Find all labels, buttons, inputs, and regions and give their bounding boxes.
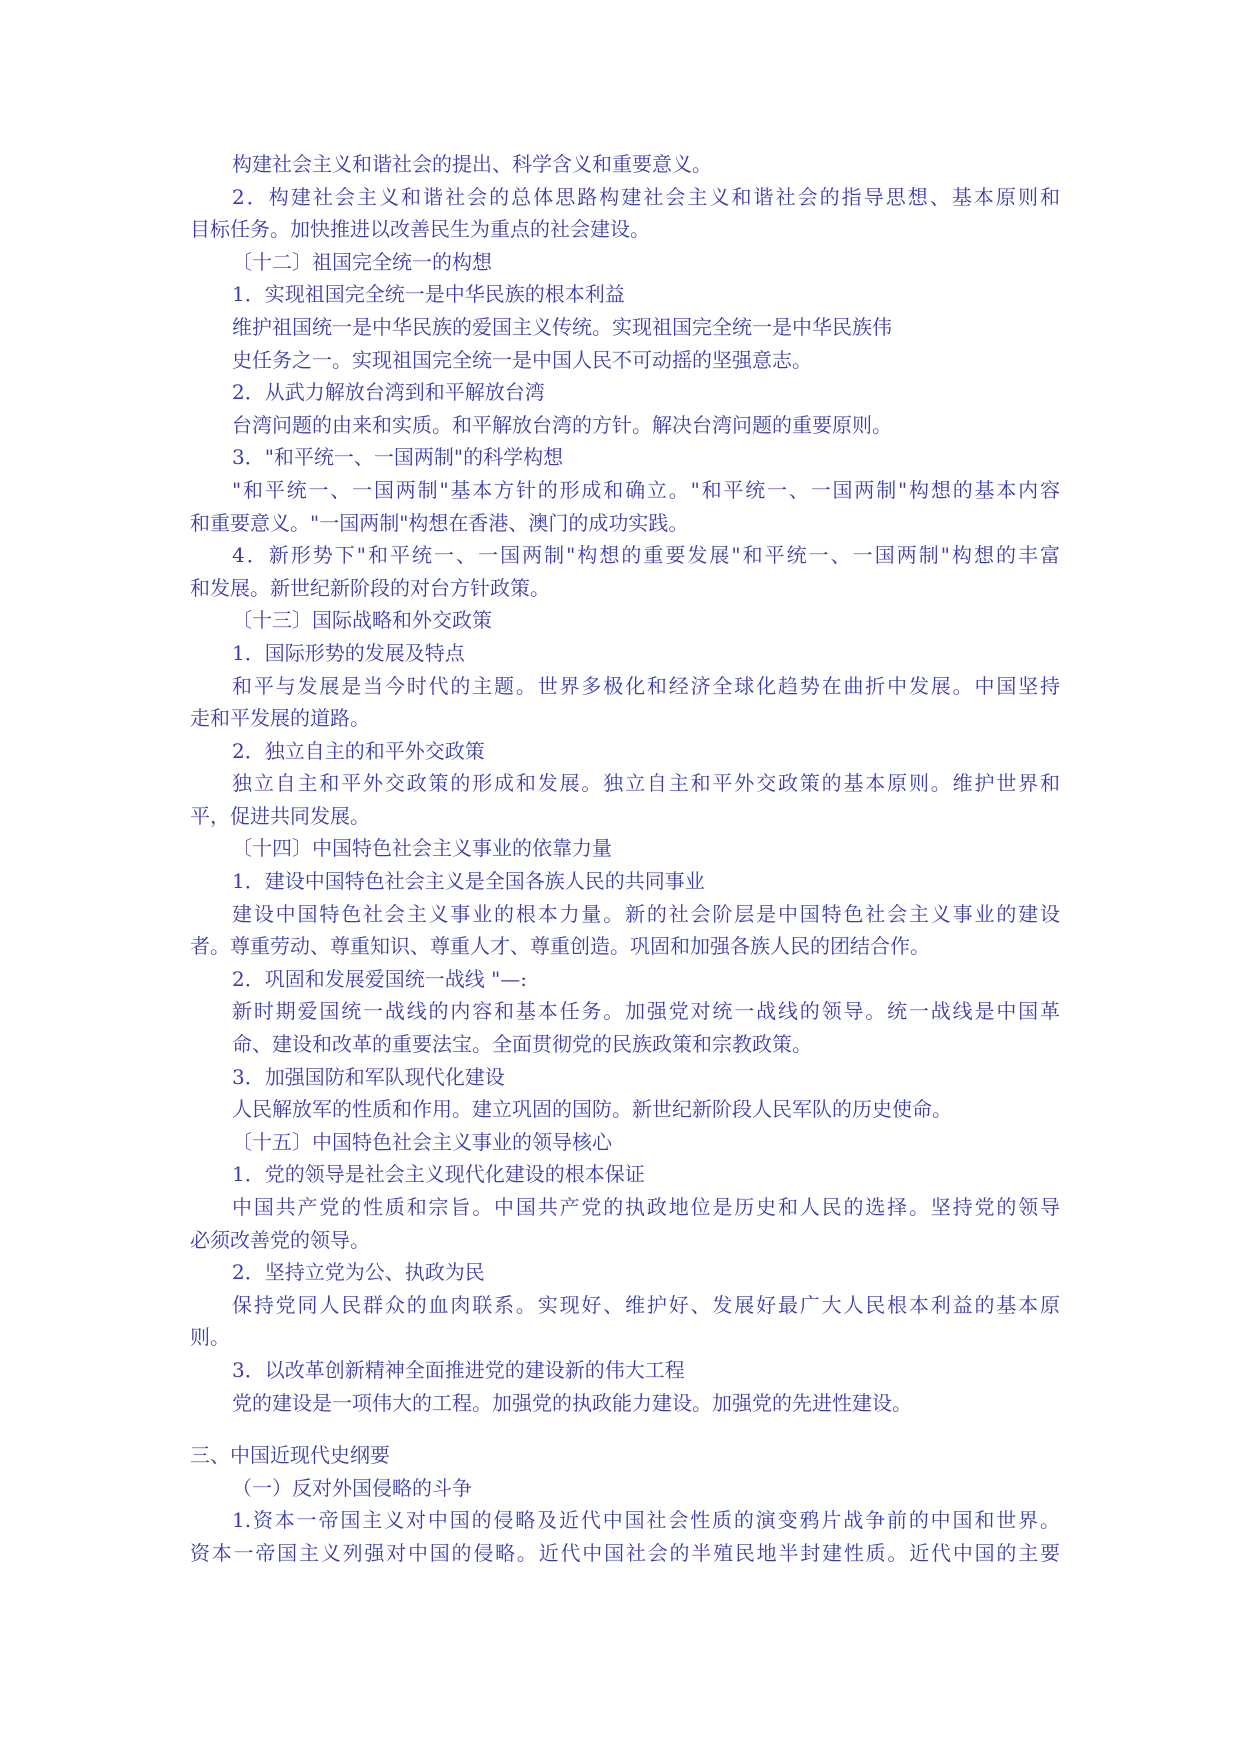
section-heading: 〔十四〕中国特色社会主义事业的依靠力量 xyxy=(232,836,612,861)
text-line: 目标任务。加快推进以改善民生为重点的社会建设。 xyxy=(190,217,650,242)
text-line: "和平统一、一国两制"基本方针的形成和确立。"和平统一、一国两制"构想的基本内容 xyxy=(232,477,1060,502)
section-heading: 〔十二〕祖国完全统一的构想 xyxy=(232,249,492,274)
chapter-heading: 三、中国近现代史纲要 xyxy=(190,1443,390,1468)
text-line: 命、建设和改革的重要法宝。全面贯彻党的民族政策和宗教政策。 xyxy=(232,1032,812,1057)
subsection-heading: 3．"和平统一、一国两制"的科学构想 xyxy=(232,445,564,470)
text-line: 保持党同人民群众的血肉联系。实现好、维护好、发展好最广大人民根本利益的基本原 xyxy=(232,1292,1060,1317)
text-line: 1.资本一帝国主义对中国的侵略及近代中国社会性质的演变鸦片战争前的中国和世界。 xyxy=(232,1508,1060,1533)
text-line: 平，促进共同发展。 xyxy=(190,803,370,828)
text-line: 必须改善党的领导。 xyxy=(190,1227,370,1252)
subsection-heading: 2．巩固和发展爱国统一战线 "—: xyxy=(232,966,528,991)
text-line: 和平与发展是当今时代的主题。世界多极化和经济全球化趋势在曲折中发展。中国坚持 xyxy=(232,673,1060,698)
text-line: 新时期爱国统一战线的内容和基本任务。加强党对统一战线的领导。统一战线是中国革 xyxy=(232,999,1060,1024)
subsection-heading: 4．新形势下"和平统一、一国两制"构想的重要发展"和平统一、一国两制"构想的丰富 xyxy=(232,543,1060,568)
text-line: 和重要意义。"一国两制"构想在香港、澳门的成功实践。 xyxy=(190,510,689,535)
text-line: 史任务之一。实现祖国完全统一是中国人民不可动摇的坚强意志。 xyxy=(232,347,812,372)
subsection-heading: 1．国际形势的发展及特点 xyxy=(232,640,465,665)
section-heading: 〔十三〕国际战略和外交政策 xyxy=(232,608,492,633)
text-line: 人民解放军的性质和作用。建立巩固的国防。新世纪新阶段人民军队的历史使命。 xyxy=(232,1097,952,1122)
text-line: 党的建设是一项伟大的工程。加强党的执政能力建设。加强党的先进性建设。 xyxy=(232,1390,912,1415)
subsection-heading: 1．实现祖国完全统一是中华民族的根本利益 xyxy=(232,282,625,307)
text-line: 走和平发展的道路。 xyxy=(190,706,370,731)
text-line: 和发展。新世纪新阶段的对台方针政策。 xyxy=(190,575,550,600)
text-line: 台湾问题的由来和实质。和平解放台湾的方针。解决台湾问题的重要原则。 xyxy=(232,412,892,437)
text-line: 中国共产党的性质和宗旨。中国共产党的执政地位是历史和人民的选择。坚持党的领导 xyxy=(232,1195,1060,1219)
subsection-heading: 1．建设中国特色社会主义是全国各族人民的共同事业 xyxy=(232,869,705,894)
text-line: 者。尊重劳动、尊重知识、尊重人才、尊重创造。巩固和加强各族人民的团结合作。 xyxy=(190,934,930,959)
subsection-heading: 3．以改革创新精神全面推进党的建设新的伟大工程 xyxy=(232,1357,685,1382)
text-line: 建设中国特色社会主义事业的根本力量。新的社会阶层是中国特色社会主义事业的建设 xyxy=(232,901,1060,926)
subsection-heading: 2．独立自主的和平外交政策 xyxy=(232,738,485,763)
text-line: 构建社会主义和谐社会的提出、科学含义和重要意义。 xyxy=(232,152,712,176)
subsection-heading: 3．加强国防和军队现代化建设 xyxy=(232,1064,505,1089)
text-line: 资本一帝国主义列强对中国的侵略。近代中国社会的半殖民地半封建性质。近代中国的主要 xyxy=(190,1540,1060,1565)
subsection-heading: 2．坚持立党为公、执政为民 xyxy=(232,1260,485,1285)
section-heading: （一）反对外国侵略的斗争 xyxy=(232,1475,472,1500)
text-line: 维护祖国统一是中华民族的爱国主义传统。实现祖国完全统一是中华民族伟 xyxy=(232,314,892,339)
subsection-heading: 2．从武力解放台湾到和平解放台湾 xyxy=(232,380,545,405)
text-line: 2．构建社会主义和谐社会的总体思路构建社会主义和谐社会的指导思想、基本原则和 xyxy=(232,184,1060,209)
paragraph-gap xyxy=(190,1419,1060,1439)
section-heading: 〔十五〕中国特色社会主义事业的领导核心 xyxy=(232,1129,612,1154)
text-line: 独立自主和平外交政策的形成和发展。独立自主和平外交政策的基本原则。维护世界和 xyxy=(232,771,1060,796)
subsection-heading: 1．党的领导是社会主义现代化建设的根本保证 xyxy=(232,1162,645,1187)
text-line: 则。 xyxy=(190,1325,230,1350)
document-page xyxy=(190,148,1060,1570)
